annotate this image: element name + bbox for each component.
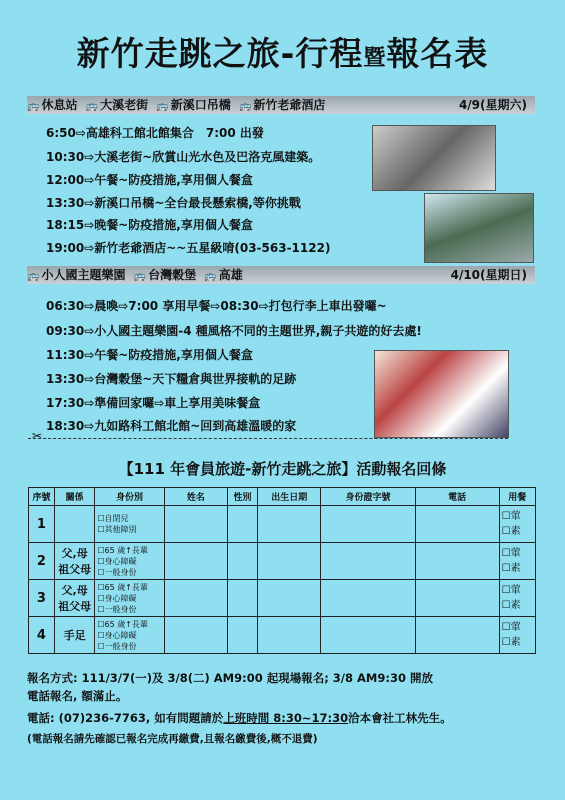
phone-field[interactable] — [415, 580, 499, 617]
old-street-photo — [372, 125, 496, 191]
suspension-bridge-photo — [424, 193, 534, 263]
row-number: 4 — [29, 617, 55, 654]
day1-route-bar — [27, 96, 535, 114]
identity-options[interactable]: ☐65 歲↑長輩 ☐身心障礙 ☐一般身份 — [95, 580, 164, 617]
relation-cell: 手足 — [54, 617, 94, 654]
meal-options[interactable]: ☐葷 ☐素 — [499, 506, 535, 543]
itinerary-line: 09:30⇨小人國主題樂園-4 種風格不同的主題世界,親子共遊的好去處! — [46, 324, 422, 338]
table-row — [29, 543, 536, 580]
route-stop: 🚌 新溪口吊橋 — [156, 96, 230, 116]
birthdate-field[interactable] — [258, 617, 321, 654]
row-number: 2 — [29, 543, 55, 580]
itinerary-line: 13:30⇨台灣穀堡~天下糧倉與世界接軌的足跡 — [46, 372, 297, 386]
theme-park-photo — [374, 350, 509, 438]
identity-options[interactable]: ☐65 歲↑長輩 ☐身心障礙 ☐一般身份 — [95, 617, 164, 654]
scissors-icon: ✂ — [32, 429, 43, 443]
itinerary-line: 06:30⇨晨喚⇨7:00 享用早餐⇨08:30⇨打包行李上車出發囉~ — [46, 299, 387, 313]
col-header: 序號 — [29, 488, 55, 506]
birthdate-field[interactable] — [258, 543, 321, 580]
table-row — [29, 506, 536, 543]
route-stop: 🚌 高雄 — [204, 266, 242, 286]
relation-cell — [54, 506, 94, 543]
itinerary-line: 18:30⇨九如路科工館北館~回到高雄溫暖的家 — [46, 419, 297, 433]
id-number-field[interactable] — [321, 506, 415, 543]
col-header: 用餐 — [499, 488, 535, 506]
route-stop: 🚌 休息站 — [27, 96, 77, 116]
id-number-field[interactable] — [321, 543, 415, 580]
route-stop: 🚌 新竹老爺酒店 — [239, 96, 325, 116]
refund-note: (電話報名請先確認已報名完成再繳費,且報名繳費後,概不退費) — [27, 733, 318, 745]
col-header: 姓名 — [164, 488, 227, 506]
table-row — [29, 617, 536, 654]
gender-field[interactable] — [228, 617, 258, 654]
itinerary-line: 17:30⇨準備回家囉⇨車上享用美味餐盒 — [46, 396, 261, 410]
table-header-row — [29, 488, 536, 506]
identity-options[interactable]: ☐65 歲↑長輩 ☐身心障礙 ☐一般身份 — [95, 543, 164, 580]
cut-line — [28, 429, 508, 443]
name-field[interactable] — [164, 543, 227, 580]
table-row — [29, 580, 536, 617]
office-hours: 上班時間 8:30~17:30 — [223, 711, 349, 725]
col-header: 身份證字號 — [321, 488, 415, 506]
itinerary-line: 11:30⇨午餐~防疫措施,享用個人餐盒 — [46, 348, 253, 362]
itinerary-line: 6:50⇨高雄科工館北館集合 7:00 出發 — [46, 126, 264, 140]
meal-options[interactable]: ☐葷 ☐素 — [499, 543, 535, 580]
itinerary-line: 19:00⇨新竹老爺酒店~~五星級唷(03-563-1122) — [46, 241, 331, 255]
id-number-field[interactable] — [321, 580, 415, 617]
page-title: 新竹走跳之旅-行程暨報名表 — [76, 34, 489, 73]
route-stop: 🚌 小人國主題樂園 — [27, 266, 125, 286]
id-number-field[interactable] — [321, 617, 415, 654]
col-header: 性別 — [228, 488, 258, 506]
itinerary-line: 18:15⇨晚餐~防疫措施,享用個人餐盒 — [46, 218, 253, 232]
col-header: 電話 — [415, 488, 499, 506]
col-header: 出生日期 — [258, 488, 321, 506]
contact-info: 電話: (07)236-7763, 如有問題請於上班時間 8:30~17:30洽本會社工林先生。 — [27, 711, 452, 725]
itinerary-line: 12:00⇨午餐~防疫措施,享用個人餐盒 — [46, 173, 253, 187]
identity-options[interactable]: ☐自閉兒 ☐其他障別 — [95, 506, 164, 543]
name-field[interactable] — [164, 506, 227, 543]
phone-field[interactable] — [415, 543, 499, 580]
route-stop: 🚌 台灣穀堡 — [134, 266, 196, 286]
phone-field[interactable] — [415, 617, 499, 654]
gender-field[interactable] — [228, 543, 258, 580]
meal-options[interactable]: ☐葷 ☐素 — [499, 617, 535, 654]
day2-date: 4/10(星期日) — [450, 268, 527, 282]
signup-method: 報名方式: 111/3/7(一)及 3/8(二) AM9:00 起現場報名; 3/8 AM9:30 開放 — [27, 671, 433, 685]
day1-date: 4/9(星期六) — [458, 98, 527, 112]
relation-cell: 父,母 祖父母 — [54, 580, 94, 617]
gender-field[interactable] — [228, 580, 258, 617]
itinerary-line: 13:30⇨新溪口吊橋~全台最長懸索橋,等你挑戰 — [46, 196, 301, 210]
row-number: 1 — [29, 506, 55, 543]
day2-route-bar — [27, 266, 535, 284]
itinerary-line: 10:30⇨大溪老街~欣賞山光水色及巴洛克風建築。 — [46, 150, 321, 164]
row-number: 3 — [29, 580, 55, 617]
signup-method-cont: 電話報名, 額滿止。 — [27, 689, 128, 703]
registration-table — [28, 487, 536, 654]
name-field[interactable] — [164, 617, 227, 654]
form-title: 【111 年會員旅遊-新竹走跳之旅】活動報名回條 — [118, 460, 447, 478]
relation-cell: 父,母 祖父母 — [54, 543, 94, 580]
col-header: 身份別 — [95, 488, 164, 506]
phone-field[interactable] — [415, 506, 499, 543]
birthdate-field[interactable] — [258, 580, 321, 617]
col-header: 關係 — [54, 488, 94, 506]
name-field[interactable] — [164, 580, 227, 617]
route-stop: 🚌 大溪老街 — [86, 96, 148, 116]
birthdate-field[interactable] — [258, 506, 321, 543]
meal-options[interactable]: ☐葷 ☐素 — [499, 580, 535, 617]
gender-field[interactable] — [228, 506, 258, 543]
